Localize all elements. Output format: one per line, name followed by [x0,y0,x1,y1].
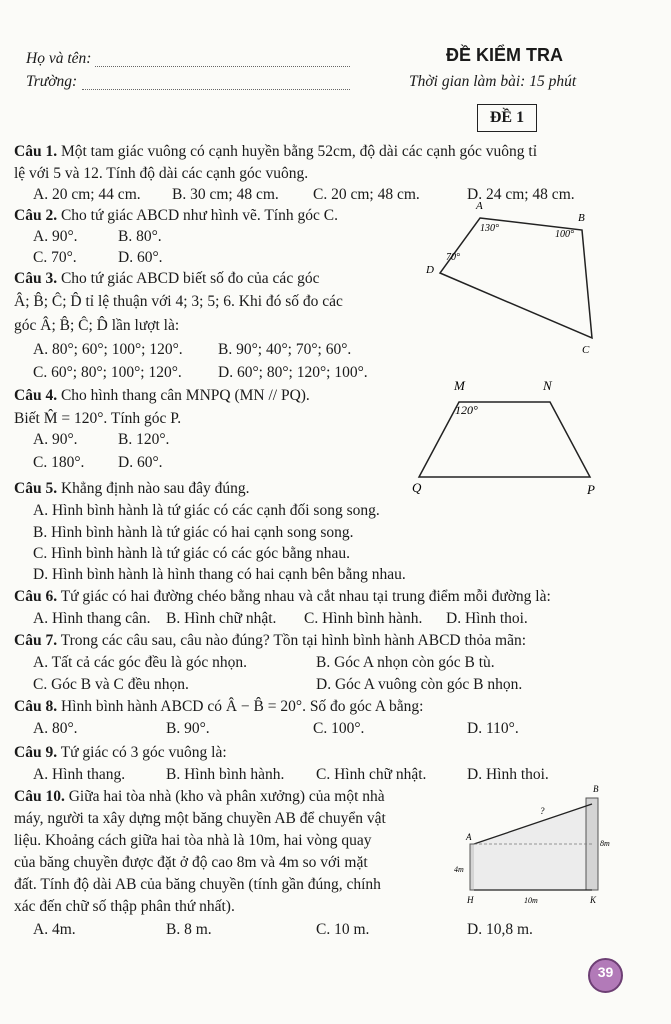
q7-option-c: C. Góc B và C đều nhọn. [33,676,189,693]
q8-option-a: A. 80°. [33,720,78,737]
fig-angle-b: 100° [555,229,574,240]
q10-option-b: B. 8 m. [166,921,212,938]
q5-option-d: D. Hình bình hành là hình thang có hai cạnh bên bằng nhau. [33,566,406,583]
q10-option-a: A. 4m. [33,921,76,938]
page-number: 39 [597,964,614,980]
q6-question: Câu 6. Tứ giác có hai đường chéo bằng nhau và cắt nhau tại trung điểm mỗi đường là: [14,588,551,605]
q7-option-a: A. Tất cả các góc đều là góc nhọn. [33,654,248,671]
q2-option-c: C. 70°. [33,249,77,266]
q10-line6: xác đến chữ số thập phân thứ nhất). [14,898,235,915]
fig-label-a: A [466,832,472,842]
q8-question: Câu 8. Hình bình hành ABCD có Â − B̂ = 20°. Số đo góc A bằng: [14,698,424,715]
q5-option-b: B. Hình bình hành là tứ giác có hai cạnh song song. [33,524,354,541]
fig-height-8m: 8m [600,839,610,848]
fig-width-10m: 10m [524,896,538,905]
school-dotted-line [82,89,350,90]
fig-label-d: D [426,264,434,276]
q3-option-a: A. 80°; 60°; 100°; 120°. [33,341,183,358]
fig-label-q: Q [412,480,422,495]
q1-option-c: C. 20 cm; 48 cm. [313,186,420,203]
q2-option-a: A. 90°. [33,228,78,245]
q9-option-b: B. Hình bình hành. [166,766,285,783]
q10-line4: của băng chuyền được đặt ở độ cao 8m và 4m so với mặt [14,854,368,871]
fig-label-m: M [454,378,465,393]
q3-option-d: D. 60°; 80°; 120°; 100°. [218,364,368,381]
q4-line2: Biết M̂ = 120°. Tính góc P. [14,410,182,427]
q6-option-c: C. Hình bình hành. [304,610,423,627]
q6-option-b: B. Hình chữ nhật. [166,610,277,627]
q7-option-d: D. Góc A vuông còn góc B nhọn. [316,676,523,693]
q3-line3: góc Â; B̂; Ĉ; D̂ lần lượt là: [14,317,180,334]
q10-option-d: D. 10,8 m. [467,921,533,938]
q6-option-a: A. Hình thang cân. [33,610,151,627]
school-label: Trường: [26,73,78,90]
q1-option-a: A. 20 cm; 44 cm. [33,186,141,203]
fig-label-b: B [578,212,585,224]
q8-option-c: C. 100°. [313,720,365,737]
exam-number-box: ĐỀ 1 [477,104,537,132]
fig-label-k: K [590,895,597,905]
q9-question: Câu 9. Tứ giác có 3 góc vuông là: [14,744,227,761]
q10-conveyor-figure [452,782,610,914]
q2-option-d: D. 60°. [118,249,163,266]
q4-line1: Câu 4. Cho hình thang cân MNPQ (MN // PQ). [14,387,310,404]
q4-trapezoid-figure [400,372,610,500]
q10-option-c: C. 10 m. [316,921,370,938]
fig-label-b: B [593,784,599,794]
q1-option-b: B. 30 cm; 48 cm. [172,186,279,203]
q2-option-b: B. 80°. [118,228,162,245]
q2-question: Câu 2. Cho tứ giác ABCD như hình vẽ. Tính góc C. [14,207,338,224]
q8-option-d: D. 110°. [467,720,519,737]
q4-option-b: B. 120°. [118,431,170,448]
q10-line1: Câu 10. Giữa hai tòa nhà (kho và phân xưởng) của một nhà [14,788,385,805]
exam-time: Thời gian làm bài: 15 phút [409,73,577,90]
name-dotted-line [95,66,350,67]
fig-angle-m: 120° [455,403,478,417]
q1-option-d: D. 24 cm; 48 cm. [467,186,575,203]
q4-option-c: C. 180°. [33,454,85,471]
q6-option-d: D. Hình thoi. [446,610,528,627]
q7-question: Câu 7. Trong các câu sau, câu nào đúng? Tồn tại hình bình hành ABCD thỏa mãn: [14,632,527,649]
q3-option-c: C. 60°; 80°; 100°; 120°. [33,364,182,381]
fig-label-a: A [476,200,483,212]
fig-unknown-ab: ? [540,806,545,816]
fig-angle-d: 70° [446,252,460,263]
fig-label-c: C [582,344,590,355]
q9-option-a: A. Hình thang. [33,766,126,783]
fig-label-n: N [543,378,552,393]
q4-option-a: A. 90°. [33,431,78,448]
fig-height-4m: 4m [454,865,464,874]
q10-line5: đất. Tính độ dài AB của băng chuyền (tính gần đúng, chính [14,876,381,893]
exam-title: ĐỀ KIỂM TRA [446,45,563,65]
q3-line1: Câu 3. Cho tứ giác ABCD biết số đo của các góc [14,270,320,287]
q5-question: Câu 5. Khẳng định nào sau đây đúng. [14,480,250,497]
q10-line3: liệu. Khoảng cách giữa hai tòa nhà là 10m, hai vòng quay [14,832,372,849]
q3-option-b: B. 90°; 40°; 70°; 60°. [218,341,352,358]
q5-option-c: C. Hình bình hành là tứ giác có các góc bằng nhau. [33,545,351,562]
q2-quadrilateral-figure [420,195,610,355]
q10-line2: máy, người ta xây dựng một băng chuyền AB để chuyển vật [14,810,386,827]
q8-option-b: B. 90°. [166,720,210,737]
fig-label-p: P [587,482,595,497]
q5-option-a: A. Hình bình hành là tứ giác có các cạnh đối song song. [33,502,380,519]
q1-line1: Câu 1. Một tam giác vuông có cạnh huyền bằng 52cm, độ dài các cạnh góc vuông tỉ [14,143,538,160]
fig-label-h: H [467,895,474,905]
q3-line2: Â; B̂; Ĉ; D̂ tỉ lệ thuận với 4; 3; 5; 6. Khi đó số đo các [14,293,343,310]
q1-line2: lệ với 5 và 12. Tính độ dài các cạnh góc vuông. [14,165,309,182]
q4-option-d: D. 60°. [118,454,163,471]
name-label: Họ và tên: [26,50,92,67]
q9-option-c: C. Hình chữ nhật. [316,766,427,783]
q9-option-d: D. Hình thoi. [467,766,549,783]
fig-angle-a: 130° [480,223,499,234]
q7-option-b: B. Góc A nhọn còn góc B tù. [316,654,495,671]
